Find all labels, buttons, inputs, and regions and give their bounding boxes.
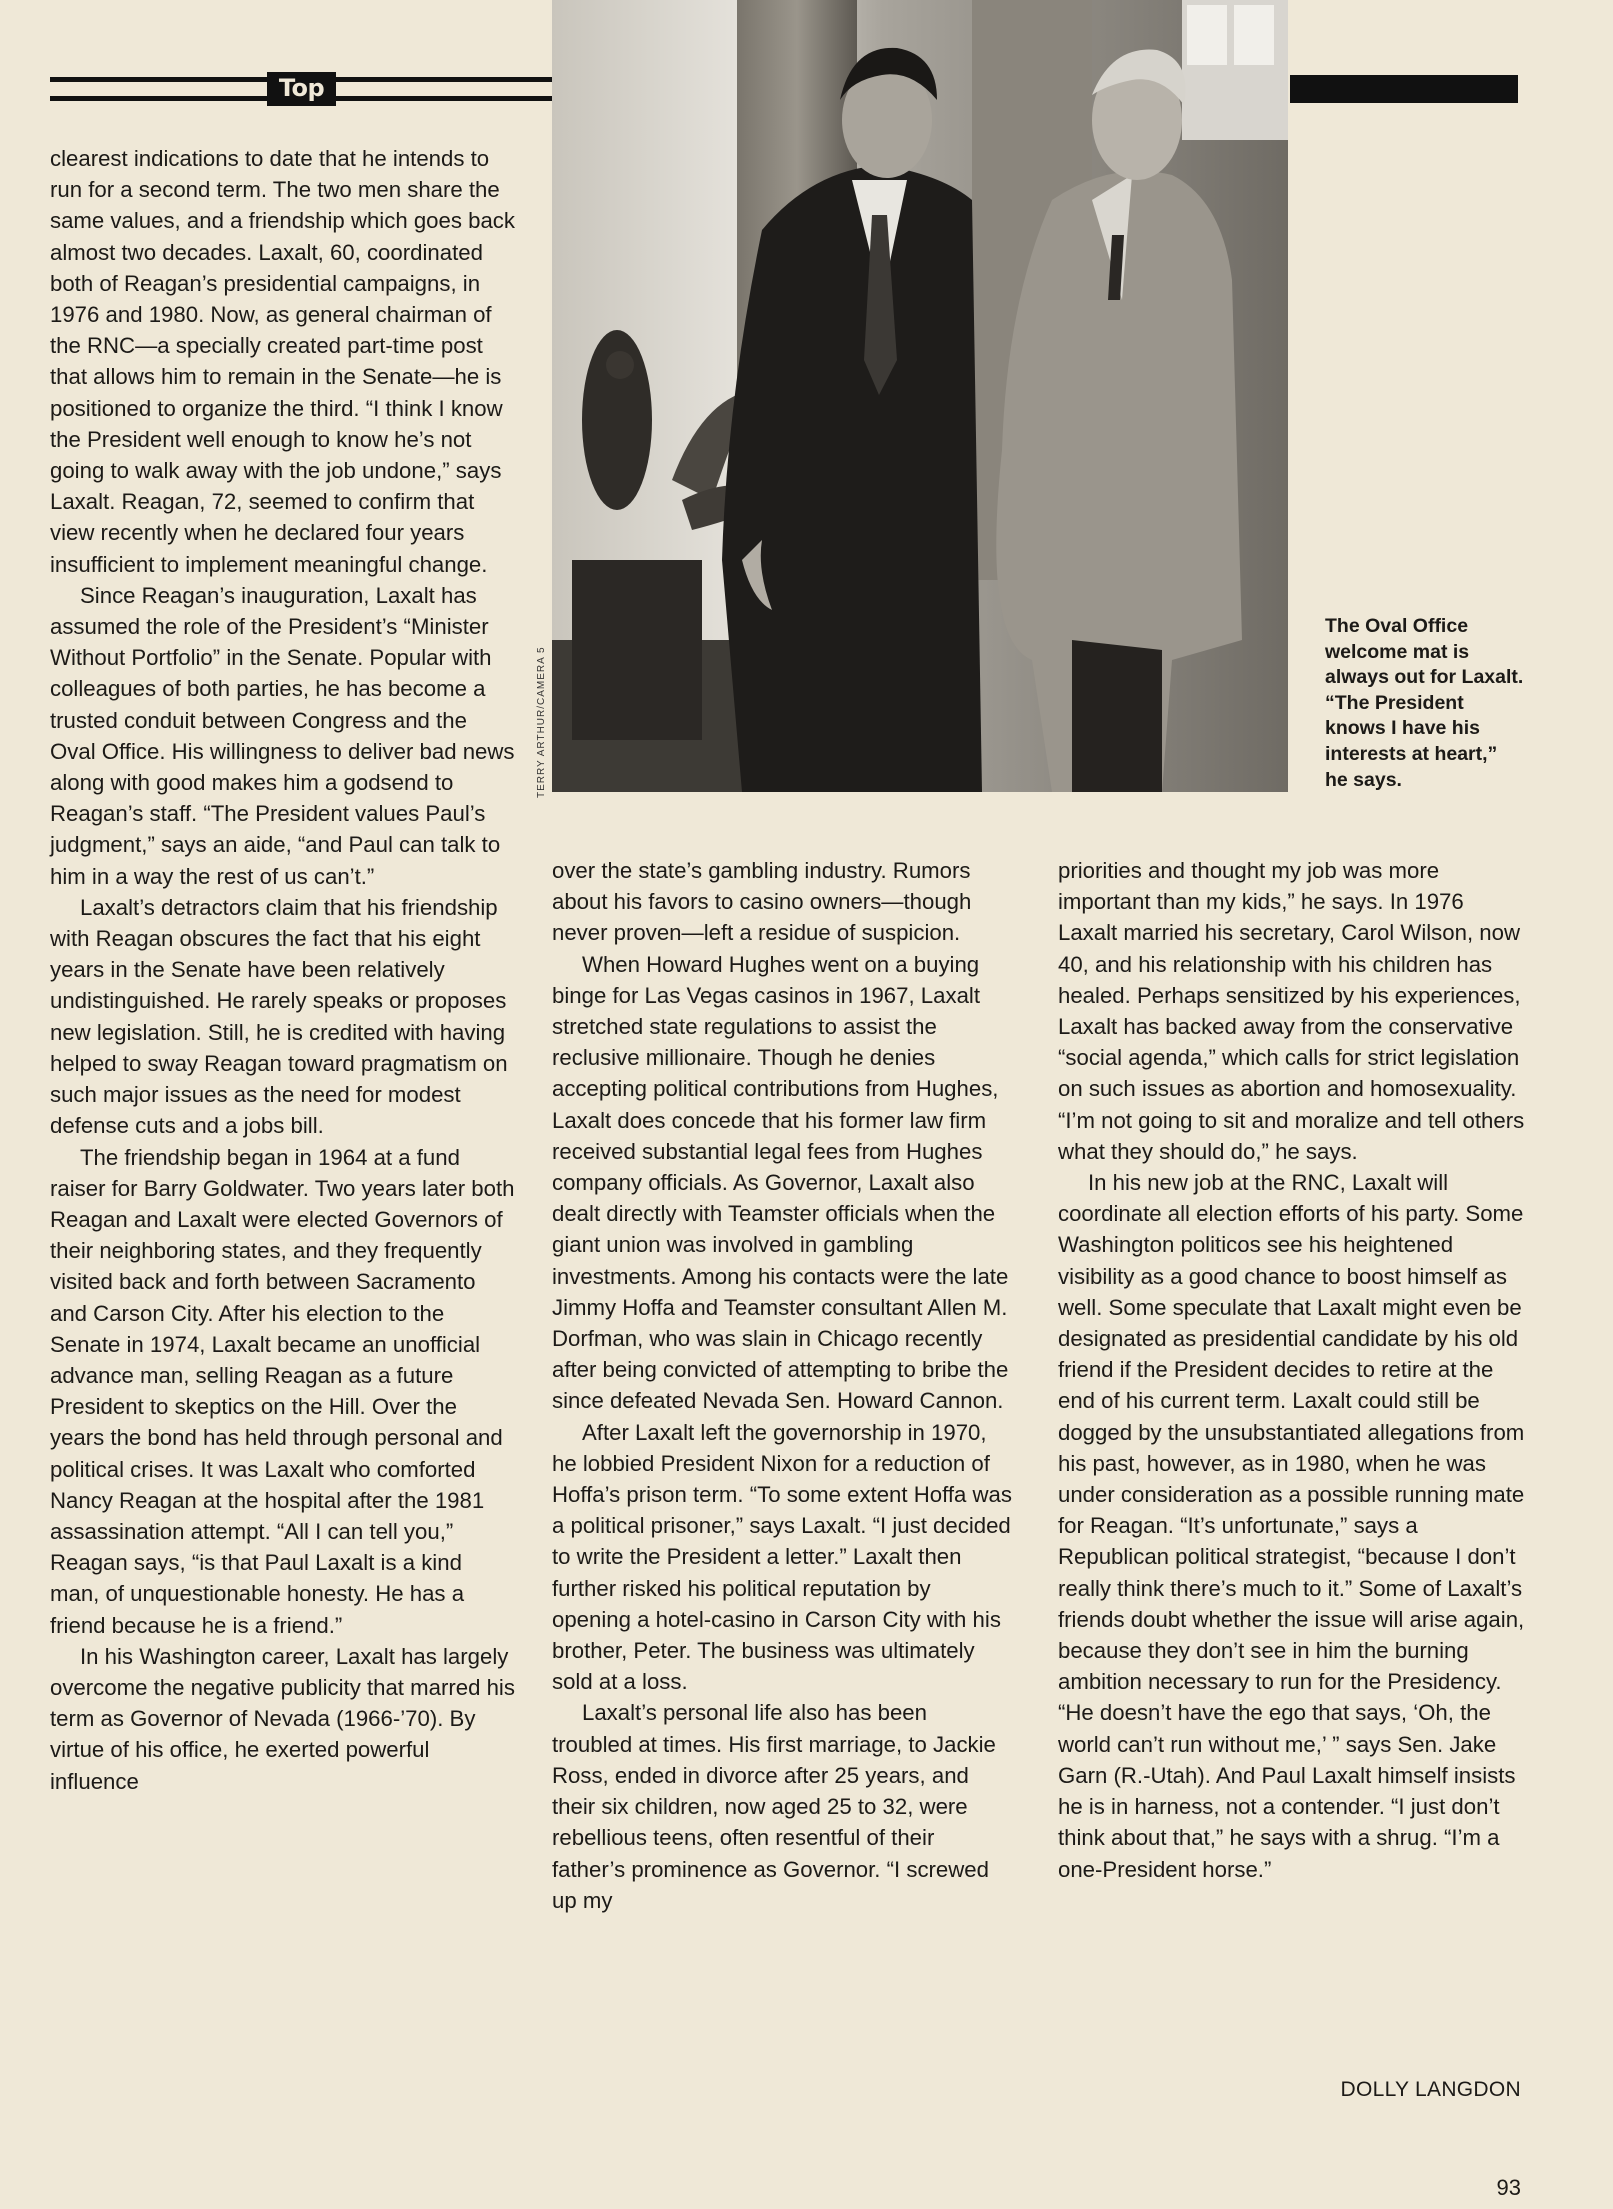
article-column-3 [1058,855,1526,1885]
paragraph: Since Reagan’s inauguration, Laxalt has assumed the role of the President’s “Minister Without Portfolio” in the Senate. Popular with colleagues of both parties, he has become a trusted conduit between Congress and the Oval Office. His willingness to deliver bad news along with good makes him a godsend to Reagan’s staff. “The President values Paul’s judgment,” says an aide, “and Paul can talk to him in a way the rest of us can’t.” [50,582,515,889]
paragraph: priorities and thought my job was more important than my kids,” he says. In 1976 Laxalt married his secretary, Carol Wilson, now 40, and his relationship with his children has healed. Perhaps sensitized by his experiences, Laxalt has backed away from the conservative “social agenda,” which calls for strict legislation on such issues as abortion and homosexuality. “I’m not going to sit and moralize and tell others what they should do,” he says. [1058,858,1525,1164]
section-header-right [1290,72,1518,106]
section-rule-right [336,77,553,101]
photo-caption: The Oval Office welcome mat is always out for Laxalt. “The President knows I have his interests at heart,” he says. [1325,615,1524,791]
article-column-1 [50,143,517,1797]
paragraph: Laxalt’s personal life also has been troubled at times. His first marriage, to Jackie Ross, ended in divorce after 25 years, and their six children, now aged 25 to 32, were rebellious teens, often resentful of their father’s prominence as Governor. “I screwed up my [552,1700,996,1913]
article-photo [552,0,1288,792]
paragraph: clearest indications to date that he intends to run for a second term. The two men share the same values, and a friendship which goes back almost two decades. Laxalt, 60, coordinated both of Reagan’s presidential campaigns, in 1976 and 1980. Now, as general chairman of the RNC—a specially created part-time post that allows him to remain in the Senate—he is positioned to organize the third. “I think I know the President well enough to know he’s not going to walk away with the job undone,” says Laxalt. Reagan, 72, seemed to confirm that view recently when he declared four years insufficient to implement meaningful change. [50,146,515,577]
section-rule-left [50,77,267,101]
paragraph: over the state’s gambling industry. Rumors about his favors to casino owners—though never proven—left a residue of suspicion. [552,858,972,946]
paragraph: In his new job at the RNC, Laxalt will coordinate all election efforts of his party. Some Washington politicos see his heightened visibility as a good chance to boost himself as well. Some speculate that Laxalt might even be designated as presidential candidate by his old friend if the President decides to retire at the end of his current term. Laxalt could still be dogged by the unsubstantiated allegations from his past, however, as in 1980, when he was under consideration as a possible running mate for Reagan. “It’s unfortunate,” says a Republican political strategist, “because I don’t really think there’s much to it.” Some of Laxalt’s friends doubt whether the issue will arise again, because they don’t see in him the burning ambition necessary to run for the Presidency. “He doesn’t have the ego that says, ‘Oh, the world can’t run without me,’ ” says Sen. Jake Garn (R.-Utah). And Paul Laxalt himself insists he is in harness, not a contender. “I just don’t think about that,” he says with a shrug. “I’m a one-President horse.” [1058,1170,1525,1882]
paragraph: After Laxalt left the governorship in 1970, he lobbied President Nixon for a reduction of Hoffa’s prison term. “To some extent Hoffa was a political prisoner,” says Laxalt. “I just decided to write the President a letter.” Laxalt then further risked his political reputation by opening a hotel-casino in Carson City with his brother, Peter. The business was ultimately sold at a loss. [552,1419,1012,1695]
paragraph: Laxalt’s detractors claim that his friendship with Reagan obscures the fact that his eight years in the Senate have been relatively undistinguished. He rarely speaks or proposes new legislation. Still, he is credited with having helped to sway Reagan toward pragmatism on such major issues as the need for modest defense cuts and a jobs bill. [50,894,508,1139]
paragraph: When Howard Hughes went on a buying binge for Las Vegas casinos in 1967, Laxalt stretched state regulations to assist the reclusive millionaire. Though he denies accepting political contributions from Hughes, Laxalt does concede that his former law firm received substantial legal fees from Hughes company officials. As Governor, Laxalt also dealt directly with Teamster officials when the giant union was involved in gambling investments. Among his contacts were the late Jimmy Hoffa and Teamster consultant Allen M. Dorfman, who was slain in Chicago recently after being convicted of attempting to bribe the since defeated Nevada Sen. Howard Cannon. [552,951,1009,1414]
byline: DOLLY LANGDON [1340,2078,1521,2101]
photo-credit: TERRY ARTHUR/CAMERA 5 [536,646,547,798]
paragraph: In his Washington career, Laxalt has largely overcome the negative publicity that marred his term as Governor of Nevada (1966-’70). By virtue of his office, he exerted powerful influence [50,1643,515,1794]
article-column-2 [552,855,1012,1916]
section-header [50,72,553,106]
photo-illustration [552,0,1288,792]
section-rule-far-right [1290,75,1518,103]
section-tag: Top [267,72,336,106]
paragraph: The friendship began in 1964 at a fund raiser for Barry Goldwater. Two years later both Reagan and Laxalt were elected Governors of their neighboring states, and they frequently visited back and forth between Sacramento and Carson City. After his election to the Senate in 1974, Laxalt became an unofficial advance man, selling Reagan as a future President to skeptics on the Hill. Over the years the bond has held through personal and political crises. It was Laxalt who comforted Nancy Reagan at the hospital after the 1981 assassination attempt. “All I can tell you,” Reagan says, “is that Paul Laxalt is a kind man, of unquestionable honesty. He has a friend because he is a friend.” [50,1144,515,1638]
page-number: 93 [1496,2175,1521,2200]
